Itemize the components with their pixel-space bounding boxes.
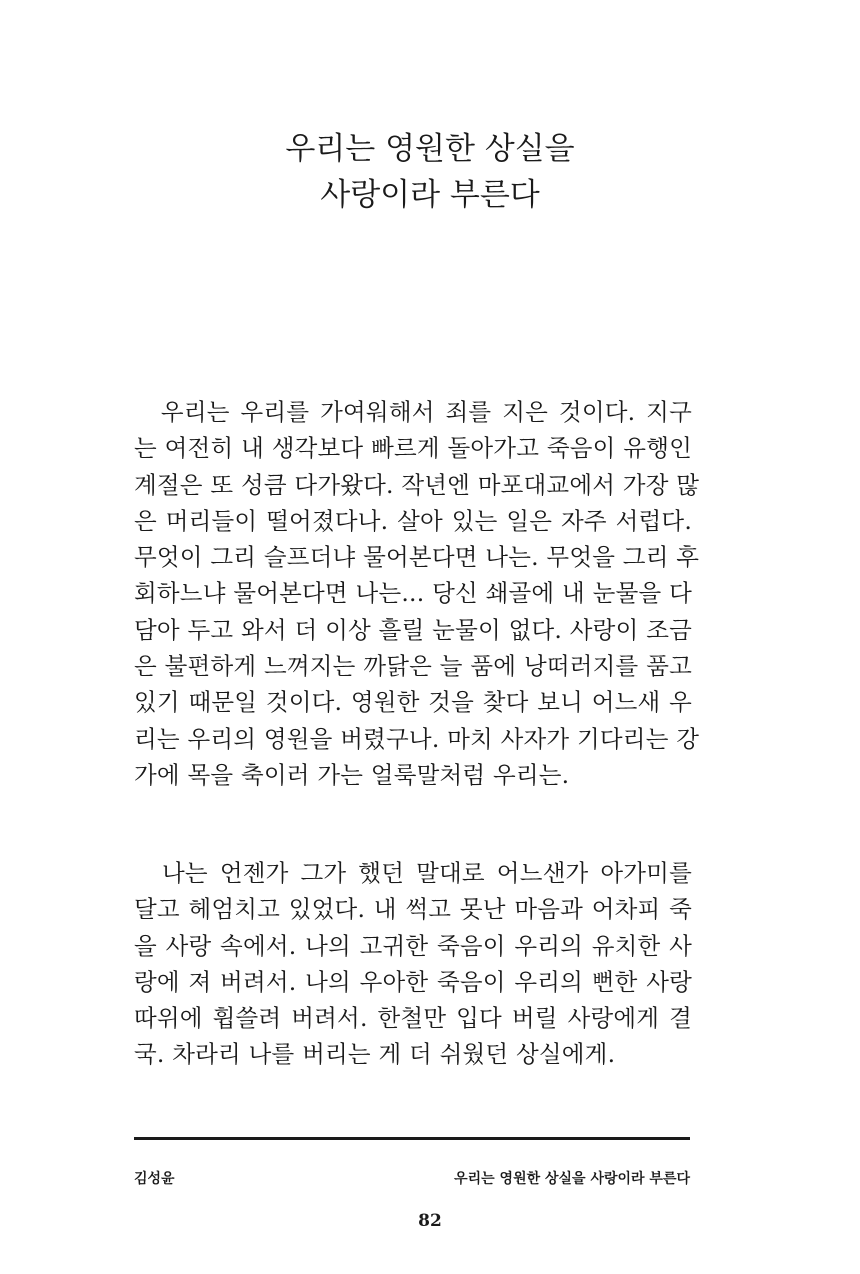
text-line: 회하느냐 물어본다면 나는... 당신 쇄골에 내 눈물을 다 [134, 579, 692, 608]
text-line: 은 불편하게 느껴지는 까닭은 늘 품에 낭떠러지를 품고 [134, 652, 692, 681]
text-line: 국. 차라리 나를 버리는 게 더 쉬웠던 상실에게. [134, 1040, 616, 1069]
chapter-title-line-1: 우리는 영원한 상실을 [285, 131, 575, 167]
text-line: 은 머리들이 떨어졌다나. 살아 있는 일은 자주 서럽다. [134, 506, 692, 535]
footer-divider [134, 1137, 690, 1140]
footer-author: 김성윤 [134, 1171, 175, 1187]
paragraph-2 [134, 855, 692, 1073]
page-number: 82 [418, 1211, 442, 1231]
text-line: 랑에 져 버려서. 나의 우아한 죽음이 우리의 뻔한 사랑 [134, 967, 692, 996]
footer-book-title: 우리는 영원한 상실을 사랑이라 부른다 [454, 1171, 690, 1187]
chapter-title [0, 126, 860, 218]
text-line: 무엇이 그리 슬프더냐 물어본다면 나는. 무엇을 그리 후 [134, 543, 700, 572]
text-line: 가에 목을 축이러 가는 얼룩말처럼 우리는. [134, 760, 570, 789]
text-line: 나는 언젠가 그가 했던 말대로 어느샌가 아가미를 [134, 859, 692, 887]
text-line: 계절은 또 성큼 다가왔다. 작년엔 마포대교에서 가장 많 [134, 470, 700, 499]
text-line: 있기 때문일 것이다. 영원한 것을 찾다 보니 어느새 우 [134, 688, 692, 717]
text-line: 우리는 우리를 가여워해서 죄를 지은 것이다. 지구 [134, 398, 692, 426]
text-line: 따위에 휩쓸려 버려서. 한철만 입다 버릴 사랑에게 결 [134, 1004, 692, 1033]
text-line: 는 여전히 내 생각보다 빠르게 돌아가고 죽음이 유행인 [134, 434, 692, 463]
text-line: 달고 헤엄치고 있었다. 내 썩고 못난 마음과 어차피 죽 [134, 895, 692, 924]
text-line: 담아 두고 와서 더 이상 흘릴 눈물이 없다. 사랑이 조금 [134, 615, 692, 644]
chapter-title-line-2: 사랑이라 부른다 [320, 177, 540, 213]
text-line: 리는 우리의 영원을 버렸구나. 마치 사자가 기다리는 강 [134, 724, 700, 753]
paragraph-1 [134, 394, 700, 793]
text-line: 을 사랑 속에서. 나의 고귀한 죽음이 우리의 유치한 사 [134, 931, 692, 960]
